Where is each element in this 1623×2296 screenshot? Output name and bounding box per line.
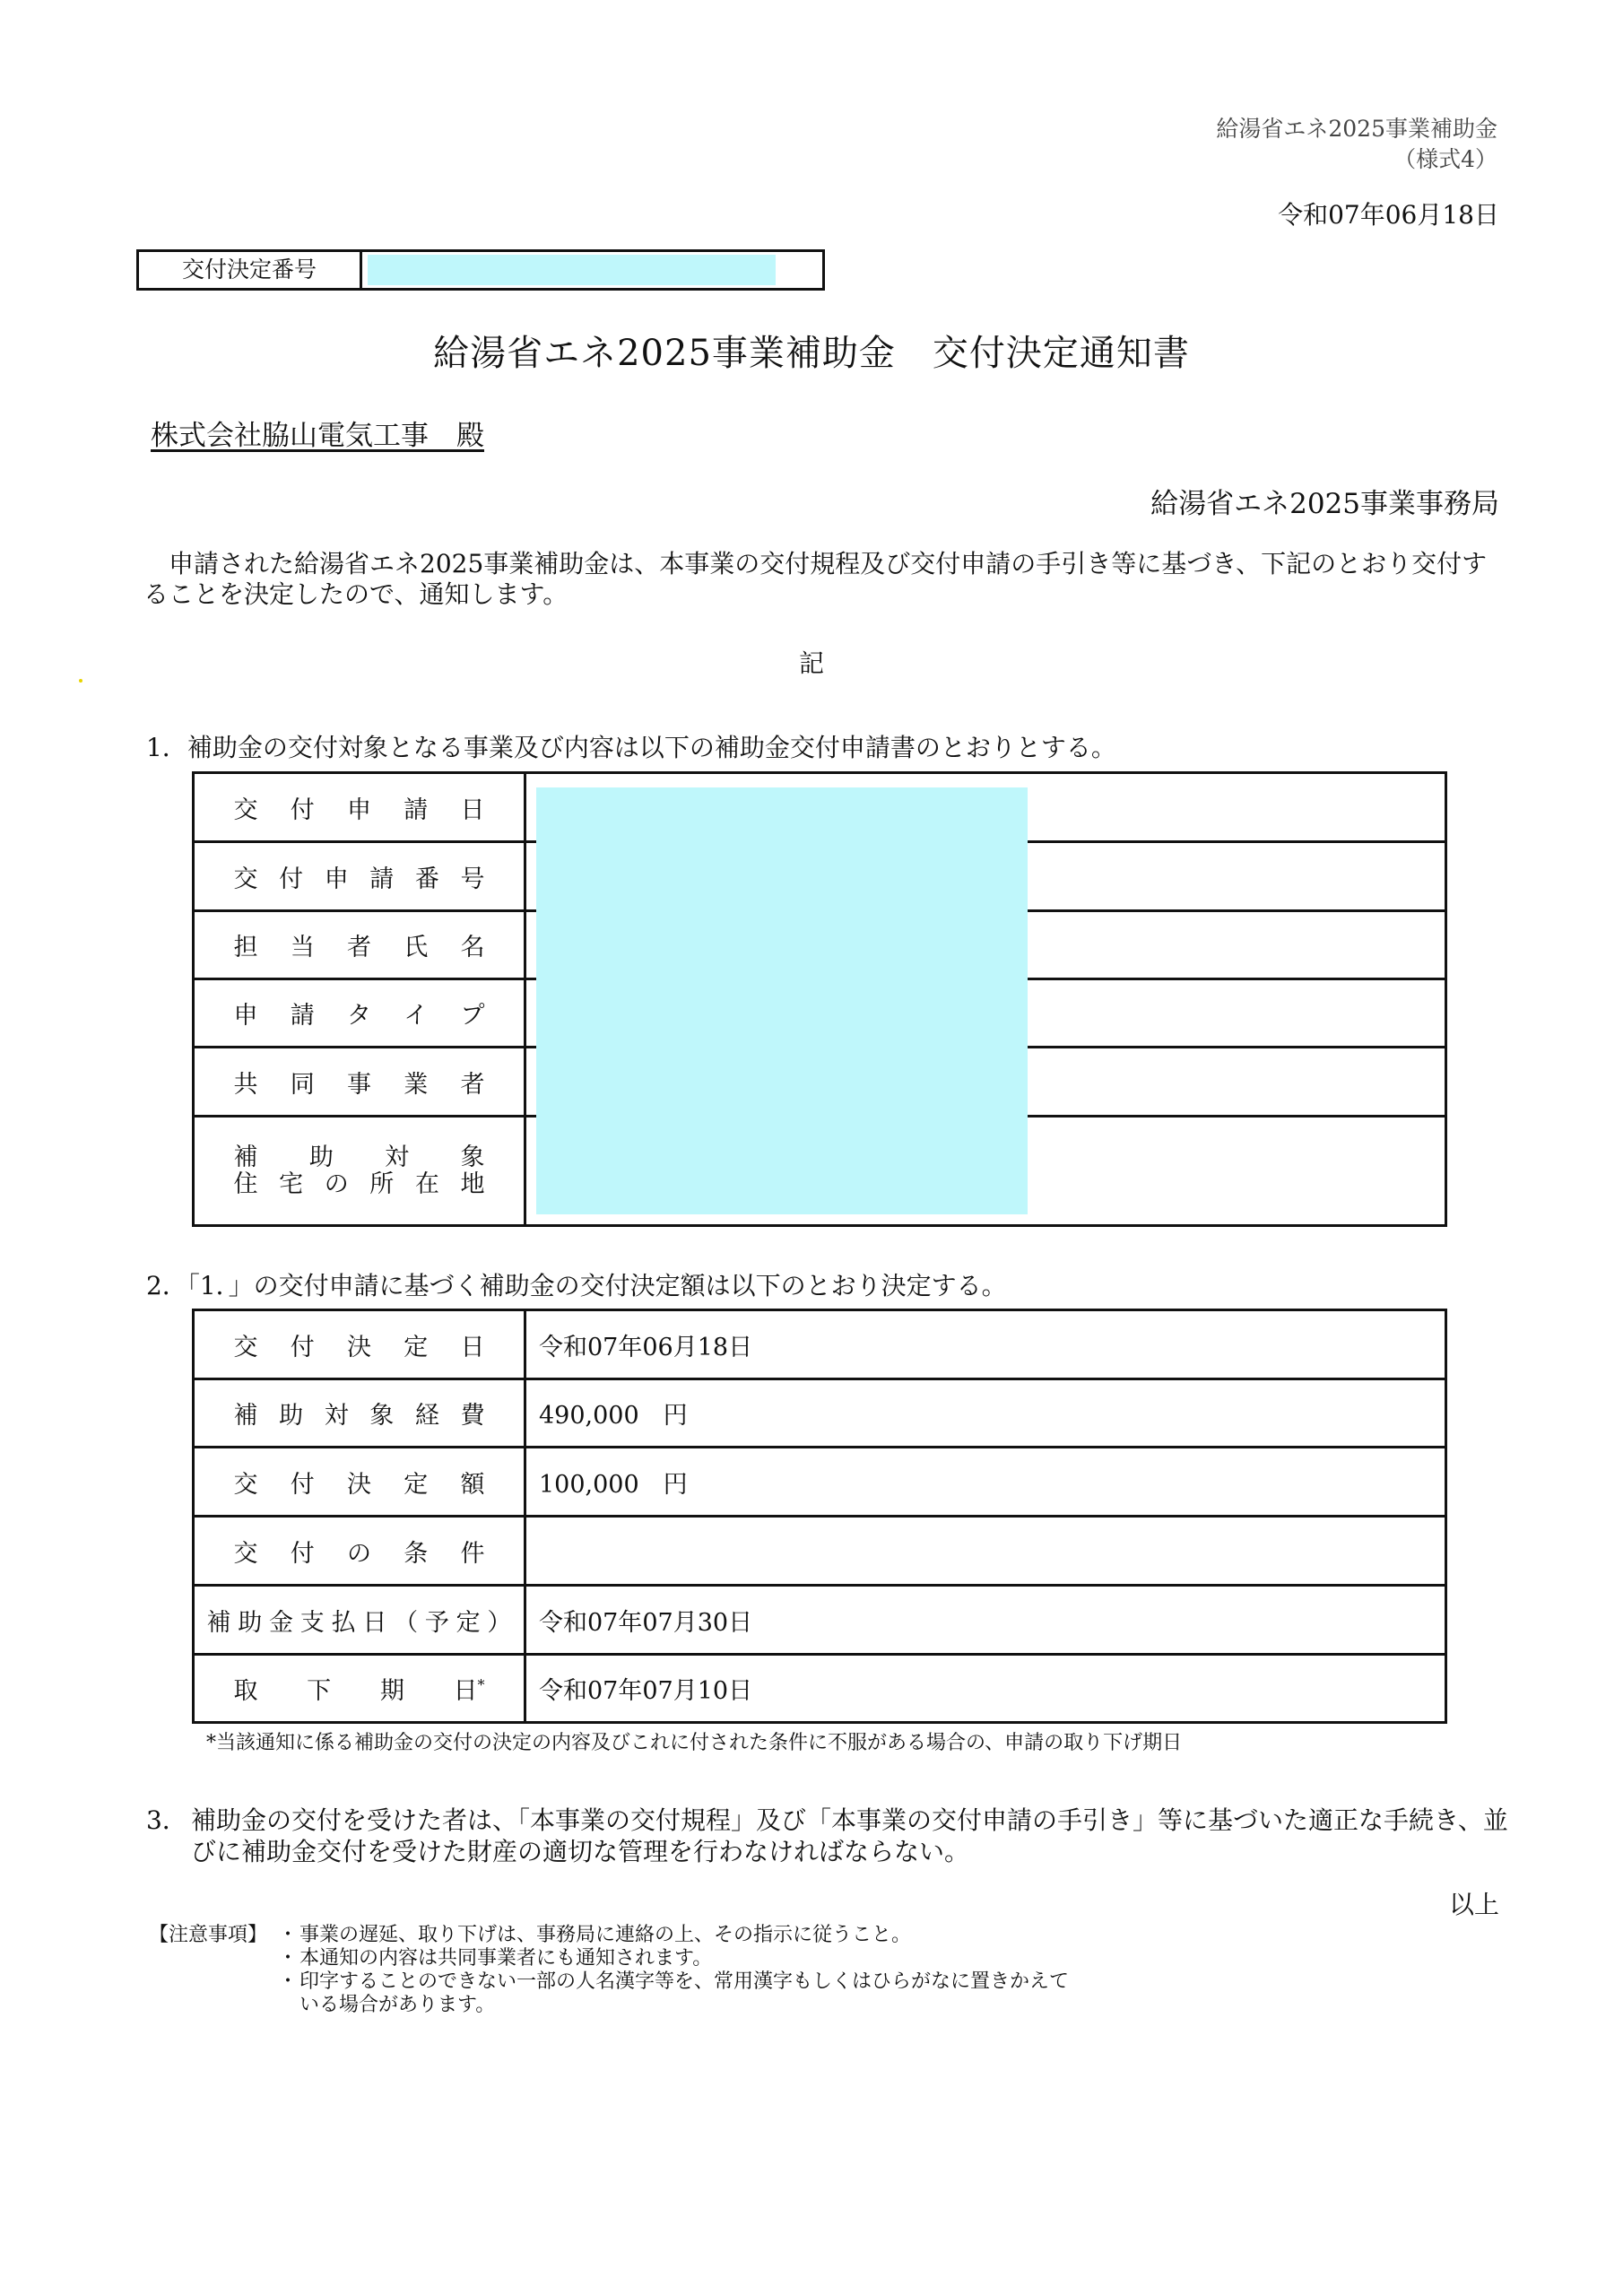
table-row [194, 1379, 1446, 1448]
caution-text: 本通知の内容は共同事業者にも通知されます。 [299, 1946, 713, 1970]
table-row [194, 1310, 1446, 1379]
label-char: 日 [460, 796, 485, 824]
issue-date: 令和07年06月18日 [1278, 200, 1499, 230]
stray-mark [79, 679, 82, 683]
label-char: 請 [404, 796, 429, 824]
row-value: 100,000 円 [525, 1448, 1446, 1517]
label-char: 業 [404, 1070, 429, 1099]
bullet: ・ [278, 1970, 299, 1993]
label-char: 助 [279, 1402, 304, 1430]
row-label [234, 790, 485, 825]
label-char: プ [460, 1002, 485, 1030]
section1-heading: 1．補助金の交付対象となる事業及び内容は以下の補助金交付申請書のとおりとする。 [146, 733, 1116, 762]
label-char: 住 [233, 1170, 258, 1198]
label-char: 宅 [279, 1170, 304, 1198]
label-char: 助 [238, 1608, 263, 1637]
label-char: 定 [456, 1608, 481, 1637]
label-char: 氏 [404, 934, 429, 961]
label-char: 申 [347, 796, 371, 824]
table-row [194, 1517, 1446, 1586]
table-row [194, 1586, 1446, 1655]
bullet: ・ [278, 1924, 299, 1946]
label-char: 補 [233, 1402, 258, 1430]
section2-heading: 2．「1．」の交付申請に基づく補助金の交付決定額は以下のとおり決定する。 [146, 1271, 1007, 1300]
row-label-line1 [234, 1144, 485, 1171]
label-char: 取 [233, 1677, 258, 1705]
label-char: 補 [206, 1608, 231, 1637]
label-char: 号 [460, 865, 485, 893]
label-char: 申 [324, 865, 349, 893]
label-char: 下 [307, 1677, 332, 1705]
row-label [234, 1065, 485, 1100]
list-item [278, 1947, 1071, 1970]
label-char: イ [404, 1002, 429, 1030]
label-char: 付 [279, 865, 304, 893]
addressee: 株式会社脇山電気工事 殿 [151, 420, 484, 452]
ki-marker: 記 [798, 648, 824, 678]
label-char: 予 [424, 1608, 449, 1637]
row-label [234, 996, 485, 1031]
label-char: の [324, 1170, 349, 1198]
form-number: （様式4） [1393, 146, 1497, 172]
label-char: 付 [290, 796, 315, 824]
label-char: 請 [290, 1002, 315, 1030]
label-char: 決 [347, 1470, 371, 1499]
label-char: 日 [460, 1333, 485, 1361]
label-char: 条 [404, 1539, 429, 1568]
cautions-heading: 【注意事項】 [149, 1924, 268, 1946]
label-char: 担 [233, 934, 258, 961]
label-char: 交 [233, 1539, 258, 1568]
closing: 以上 [1448, 1890, 1499, 1919]
label-char: 定 [404, 1333, 429, 1361]
label-char: 対 [324, 1402, 349, 1430]
label-char: タ [347, 1002, 371, 1030]
row-label [234, 1671, 485, 1706]
label-char: 定 [404, 1470, 429, 1499]
decision-number-label: 交付決定番号 [139, 252, 362, 288]
label-char: 日* [453, 1676, 485, 1705]
row-label-line2 [234, 1171, 485, 1198]
label-char: 所 [369, 1170, 395, 1198]
caution-text: 事業の遅延、取り下げは、事務局に連絡の上、その指示に従うこと。 [299, 1924, 912, 1946]
table-row [194, 1448, 1446, 1517]
label-char: 付 [290, 1470, 315, 1499]
row-label [234, 859, 485, 894]
decision-table [192, 1309, 1447, 1724]
list-item [278, 1970, 1071, 2017]
row-value [525, 1517, 1446, 1586]
footnote: *当該通知に係る補助金の交付の決定の内容及びこれに付された条件に不服がある場合の、申請の取り下げ期日 [206, 1732, 1183, 1754]
label-char: 申 [233, 1002, 258, 1030]
label-char: 期 [379, 1677, 404, 1705]
label-char: 共 [233, 1070, 258, 1099]
label-char: 補 [233, 1143, 258, 1171]
redacted-area [536, 787, 1028, 1214]
row-label [234, 1534, 485, 1569]
label-char: 件 [460, 1539, 485, 1568]
label-char: 番 [414, 865, 439, 893]
row-value: 490,000 円 [525, 1379, 1446, 1448]
label-char: 決 [347, 1333, 371, 1361]
label-char: 額 [460, 1470, 485, 1499]
document-title: 給湯省エネ2025事業補助金 交付決定通知書 [433, 333, 1190, 374]
caution-text: 印字することのできない一部の人名漢字等を、常用漢字もしくはひらがなに置きかえている場合があります。 [299, 1970, 1070, 2016]
section3-text: 補助金の交付を受けた者は、「本事業の交付規程」及び「本事業の交付申請の手引き」等に基づいた適正な手続き、並びに補助金交付を受けた財産の適切な管理を行わなければならない。 [191, 1805, 1508, 1866]
label-char: 者 [347, 934, 371, 961]
row-label [234, 1327, 485, 1362]
label-char: 者 [460, 1070, 485, 1099]
row-label [234, 1396, 485, 1431]
label-char: 同 [290, 1070, 315, 1099]
label-char: の [347, 1539, 371, 1568]
table-row [194, 1655, 1446, 1723]
label-char: 交 [233, 1470, 258, 1499]
label-char: 交 [233, 796, 258, 824]
cautions-list [278, 1924, 1071, 2017]
label-char: 金 [269, 1608, 294, 1637]
row-value: 令和07年07月10日 [525, 1655, 1446, 1723]
footnote-mark: * [477, 1676, 485, 1693]
label-char: 対 [385, 1143, 410, 1171]
label-char: 付 [290, 1539, 315, 1568]
label-char: 費 [460, 1402, 485, 1430]
label-char: 日 [362, 1608, 387, 1637]
label-char: 交 [233, 1333, 258, 1361]
section3-number: 3． [146, 1805, 187, 1835]
label-char: 象 [460, 1143, 485, 1171]
label-char: 当 [290, 934, 315, 961]
issuer: 給湯省エネ2025事業事務局 [1150, 488, 1499, 520]
list-item [278, 1924, 1071, 1947]
label-char: 経 [414, 1402, 439, 1430]
label-char: 支 [299, 1608, 325, 1637]
label-char: 付 [290, 1333, 315, 1361]
bullet: ・ [278, 1946, 299, 1970]
label-char: 交 [233, 865, 258, 893]
row-value: 令和07年07月30日 [525, 1586, 1446, 1655]
body-text: 申請された給湯省エネ2025事業補助金は、本事業の交付規程及び交付申請の手引き等に基づき、下記のとおり交付することを決定したので、通知します。 [143, 549, 1488, 610]
label-char: （ [394, 1608, 419, 1637]
decision-number-box [136, 249, 825, 291]
label-char: 地 [460, 1170, 485, 1198]
section3 [146, 1805, 1509, 1867]
row-label [207, 1603, 512, 1638]
label-char: 在 [414, 1170, 439, 1198]
label-char: 助 [308, 1143, 334, 1171]
label-char: ） [487, 1608, 512, 1637]
row-value: 令和07年06月18日 [525, 1310, 1446, 1379]
row-label [234, 927, 485, 962]
label-char: 払 [331, 1608, 356, 1637]
header-program-name: 給湯省エネ2025事業補助金 [1216, 116, 1497, 142]
label-char: 請 [369, 865, 395, 893]
row-label [234, 1465, 485, 1500]
decision-number-redacted [368, 255, 776, 285]
label-char: 名 [460, 934, 485, 961]
label-char: 象 [369, 1402, 395, 1430]
label-char: 事 [347, 1070, 371, 1099]
